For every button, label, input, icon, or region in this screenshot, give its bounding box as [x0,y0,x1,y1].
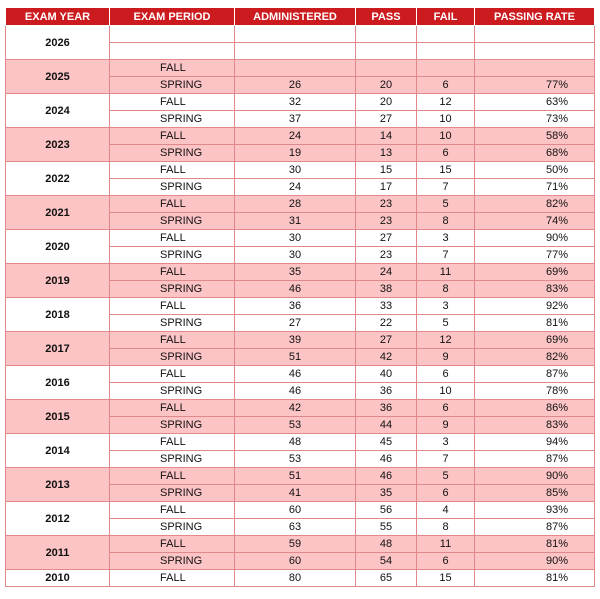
pass-cell: 20 [356,77,417,94]
pass-cell: 23 [356,213,417,230]
fail-cell: 4 [417,502,475,519]
passing-rate-cell: 69% [475,264,595,281]
passing-rate-cell: 50% [475,162,595,179]
header-exam-period: EXAM PERIOD [110,8,235,26]
passing-rate-cell: 77% [475,77,595,94]
table-row [6,230,595,247]
administered-cell: 28 [235,196,356,213]
passing-rate-cell: 73% [475,111,595,128]
administered-cell: 80 [235,570,356,587]
exam-year-cell: 2026 [6,26,110,60]
exam-year-cell: 2012 [6,502,110,536]
fail-cell: 9 [417,417,475,434]
administered-cell: 30 [235,247,356,264]
passing-rate-cell: 87% [475,519,595,536]
fail-cell: 8 [417,213,475,230]
pass-cell: 54 [356,553,417,570]
exam-period-cell: SPRING [110,485,235,502]
exam-period-cell: SPRING [110,553,235,570]
passing-rate-cell: 81% [475,570,595,587]
fail-cell: 3 [417,230,475,247]
fail-cell [417,60,475,77]
pass-cell [356,43,417,60]
fail-cell: 9 [417,349,475,366]
exam-period-cell: SPRING [110,417,235,434]
exam-year-cell: 2016 [6,366,110,400]
exam-year-cell: 2020 [6,230,110,264]
passing-rate-cell: 87% [475,366,595,383]
exam-year-cell: 2022 [6,162,110,196]
fail-cell: 6 [417,77,475,94]
administered-cell: 24 [235,179,356,196]
passing-rate-cell: 71% [475,179,595,196]
exam-period-cell: FALL [110,570,235,587]
exam-year-cell: 2014 [6,434,110,468]
passing-rate-cell: 78% [475,383,595,400]
administered-cell: 31 [235,213,356,230]
header-pass: PASS [356,8,417,26]
passing-rate-cell: 74% [475,213,595,230]
passing-rate-cell [475,60,595,77]
table-body [6,26,595,587]
exam-year-cell: 2021 [6,196,110,230]
header-passing-rate: PASSING RATE [475,8,595,26]
pass-cell: 23 [356,196,417,213]
exam-period-cell: FALL [110,60,235,77]
passing-rate-cell: 85% [475,485,595,502]
passing-rate-cell: 93% [475,502,595,519]
administered-cell [235,26,356,43]
passing-rate-cell: 63% [475,94,595,111]
passing-rate-cell [475,43,595,60]
exam-period-cell: FALL [110,298,235,315]
exam-year-cell: 2013 [6,468,110,502]
administered-cell: 60 [235,502,356,519]
exam-period-cell: FALL [110,536,235,553]
exam-period-cell: FALL [110,366,235,383]
pass-cell: 46 [356,451,417,468]
fail-cell: 10 [417,383,475,400]
header-row [6,8,595,26]
exam-period-cell: SPRING [110,179,235,196]
table-row [6,366,595,383]
pass-cell [356,60,417,77]
fail-cell: 5 [417,196,475,213]
administered-cell: 48 [235,434,356,451]
exam-year-cell: 2015 [6,400,110,434]
administered-cell: 41 [235,485,356,502]
administered-cell [235,60,356,77]
exam-period-cell: FALL [110,434,235,451]
pass-cell: 45 [356,434,417,451]
pass-cell [356,26,417,43]
exam-period-cell: FALL [110,196,235,213]
pass-cell: 42 [356,349,417,366]
pass-cell: 56 [356,502,417,519]
passing-rate-cell: 68% [475,145,595,162]
table-row [6,400,595,417]
fail-cell: 6 [417,145,475,162]
fail-cell: 6 [417,366,475,383]
exam-year-cell: 2024 [6,94,110,128]
administered-cell: 51 [235,468,356,485]
fail-cell: 11 [417,264,475,281]
table-row [6,94,595,111]
fail-cell: 15 [417,570,475,587]
fail-cell: 8 [417,519,475,536]
passing-rate-cell: 81% [475,315,595,332]
fail-cell: 6 [417,553,475,570]
passing-rate-cell: 86% [475,400,595,417]
administered-cell: 32 [235,94,356,111]
passing-rate-cell: 82% [475,196,595,213]
table-row [6,536,595,553]
fail-cell [417,43,475,60]
table-row [6,502,595,519]
exam-period-cell: SPRING [110,213,235,230]
administered-cell: 46 [235,383,356,400]
administered-cell: 59 [235,536,356,553]
administered-cell: 30 [235,162,356,179]
exam-year-cell: 2019 [6,264,110,298]
administered-cell: 46 [235,366,356,383]
exam-results-table [5,7,595,587]
table-row [6,332,595,349]
exam-period-cell: SPRING [110,519,235,536]
pass-cell: 48 [356,536,417,553]
administered-cell: 27 [235,315,356,332]
table-row [6,196,595,213]
pass-cell: 27 [356,230,417,247]
passing-rate-cell: 77% [475,247,595,264]
fail-cell: 3 [417,434,475,451]
passing-rate-cell [475,26,595,43]
exam-period-cell: SPRING [110,247,235,264]
administered-cell: 53 [235,451,356,468]
table-row [6,162,595,179]
pass-cell: 55 [356,519,417,536]
exam-year-cell: 2023 [6,128,110,162]
passing-rate-cell: 90% [475,230,595,247]
pass-cell: 23 [356,247,417,264]
table-row [6,468,595,485]
exam-period-cell: FALL [110,128,235,145]
fail-cell: 8 [417,281,475,298]
pass-cell: 46 [356,468,417,485]
passing-rate-cell: 94% [475,434,595,451]
exam-period-cell: FALL [110,94,235,111]
passing-rate-cell: 90% [475,468,595,485]
exam-period-cell: FALL [110,162,235,179]
fail-cell: 11 [417,536,475,553]
fail-cell: 7 [417,247,475,264]
exam-period-cell: FALL [110,502,235,519]
table-row [6,570,595,587]
pass-cell: 35 [356,485,417,502]
exam-period-cell [110,26,235,43]
administered-cell: 36 [235,298,356,315]
pass-cell: 20 [356,94,417,111]
fail-cell: 3 [417,298,475,315]
exam-period-cell: FALL [110,332,235,349]
pass-cell: 44 [356,417,417,434]
administered-cell: 42 [235,400,356,417]
exam-year-cell: 2017 [6,332,110,366]
exam-period-cell: FALL [110,264,235,281]
administered-cell: 39 [235,332,356,349]
pass-cell: 33 [356,298,417,315]
administered-cell: 30 [235,230,356,247]
fail-cell: 6 [417,400,475,417]
passing-rate-cell: 81% [475,536,595,553]
exam-period-cell: SPRING [110,349,235,366]
pass-cell: 36 [356,400,417,417]
passing-rate-cell: 90% [475,553,595,570]
administered-cell: 51 [235,349,356,366]
table-row [6,434,595,451]
fail-cell: 6 [417,485,475,502]
administered-cell: 63 [235,519,356,536]
fail-cell: 12 [417,94,475,111]
exam-year-cell: 2011 [6,536,110,570]
pass-cell: 36 [356,383,417,400]
pass-cell: 15 [356,162,417,179]
exam-period-cell: FALL [110,400,235,417]
pass-cell: 24 [356,264,417,281]
fail-cell: 7 [417,451,475,468]
fail-cell: 10 [417,111,475,128]
fail-cell: 10 [417,128,475,145]
administered-cell: 53 [235,417,356,434]
passing-rate-cell: 58% [475,128,595,145]
fail-cell [417,26,475,43]
passing-rate-cell: 82% [475,349,595,366]
exam-period-cell: FALL [110,468,235,485]
pass-cell: 40 [356,366,417,383]
table-row [6,298,595,315]
exam-period-cell: SPRING [110,315,235,332]
fail-cell: 5 [417,468,475,485]
fail-cell: 12 [417,332,475,349]
exam-period-cell: SPRING [110,77,235,94]
passing-rate-cell: 92% [475,298,595,315]
table-row [6,264,595,281]
passing-rate-cell: 87% [475,451,595,468]
pass-cell: 38 [356,281,417,298]
table-row [6,26,595,43]
administered-cell: 37 [235,111,356,128]
header-fail: FAIL [417,8,475,26]
pass-cell: 27 [356,111,417,128]
pass-cell: 14 [356,128,417,145]
administered-cell: 35 [235,264,356,281]
pass-cell: 65 [356,570,417,587]
administered-cell [235,43,356,60]
pass-cell: 13 [356,145,417,162]
exam-year-cell: 2025 [6,60,110,94]
passing-rate-cell: 83% [475,417,595,434]
exam-period-cell [110,43,235,60]
header-administered: ADMINISTERED [235,8,356,26]
exam-year-cell: 2018 [6,298,110,332]
administered-cell: 46 [235,281,356,298]
pass-cell: 17 [356,179,417,196]
table-row [6,128,595,145]
administered-cell: 26 [235,77,356,94]
administered-cell: 24 [235,128,356,145]
pass-cell: 27 [356,332,417,349]
fail-cell: 5 [417,315,475,332]
pass-cell: 22 [356,315,417,332]
exam-period-cell: SPRING [110,145,235,162]
exam-period-cell: SPRING [110,111,235,128]
administered-cell: 19 [235,145,356,162]
administered-cell: 60 [235,553,356,570]
exam-period-cell: SPRING [110,383,235,400]
passing-rate-cell: 83% [475,281,595,298]
passing-rate-cell: 69% [475,332,595,349]
fail-cell: 15 [417,162,475,179]
exam-period-cell: SPRING [110,281,235,298]
exam-period-cell: FALL [110,230,235,247]
header-exam-year: EXAM YEAR [6,8,110,26]
table-row [6,60,595,77]
fail-cell: 7 [417,179,475,196]
exam-period-cell: SPRING [110,451,235,468]
exam-year-cell: 2010 [6,570,110,587]
